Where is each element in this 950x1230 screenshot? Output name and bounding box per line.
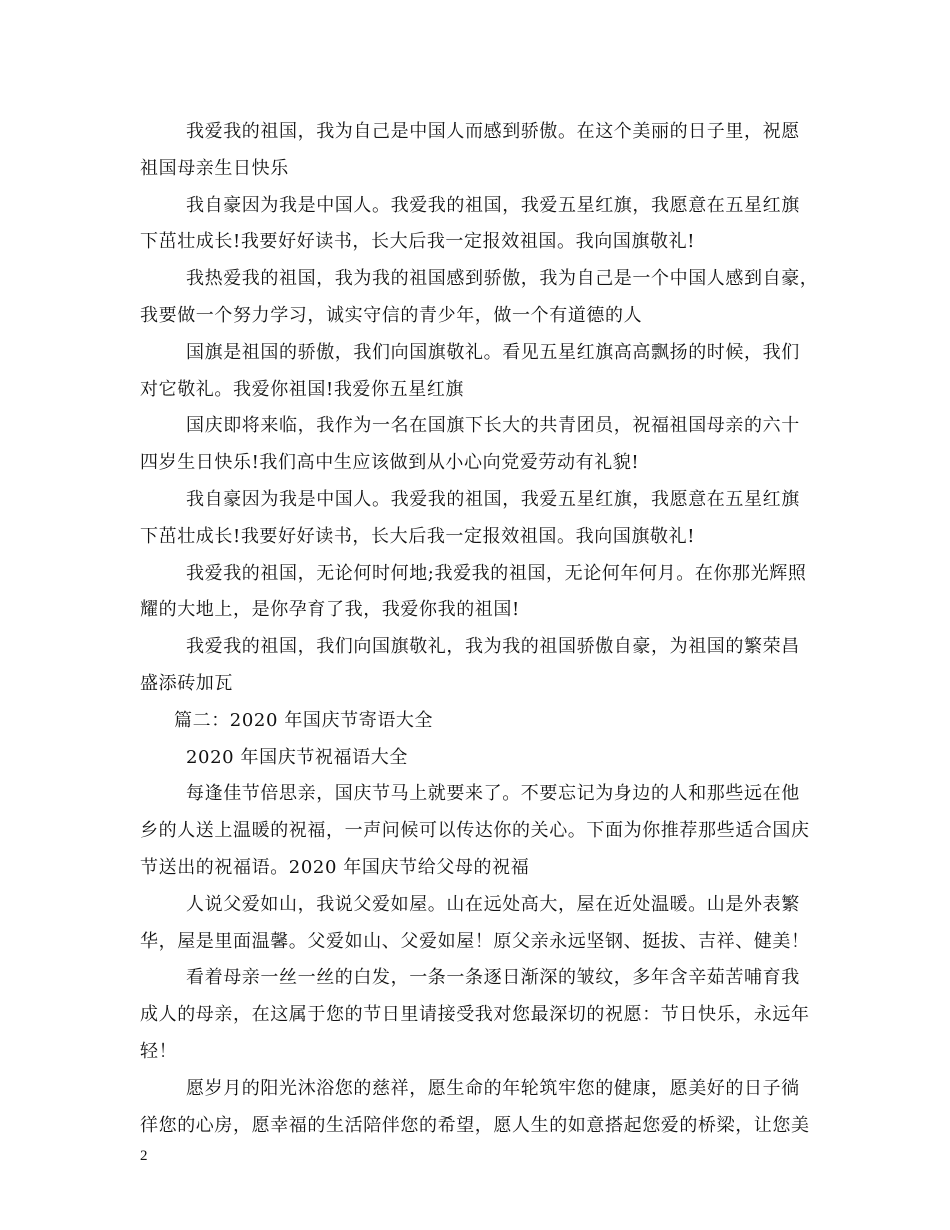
text-line: 人说父爱如山，我说父爱如屋。山在远处高大，屋在近处温暖。山是外表繁 xyxy=(186,893,800,915)
text-line: 愿岁月的阳光沐浴您的慈祥，愿生命的年轮筑牢您的健康，愿美好的日子徜 xyxy=(186,1077,800,1099)
text-line: 耀的大地上，是你孕育了我，我爱你我的祖国! xyxy=(140,599,520,621)
text-line: 国旗是祖国的骄傲，我们向国旗敬礼。看见五星红旗高高飘扬的时候，我们 xyxy=(186,341,800,363)
text-line: 我自豪因为我是中国人。我爱我的祖国，我爱五星红旗，我愿意在五星红旗 xyxy=(186,488,800,510)
text-line: 我爱我的祖国，我们向国旗敬礼，我为我的祖国骄傲自豪，为祖国的繁荣昌 xyxy=(186,636,800,658)
text-line: 对它敬礼。我爱你祖国!我爱你五星红旗 xyxy=(140,378,465,400)
text-line: 看着母亲一丝一丝的白发，一条一条逐日渐深的皱纹，多年含辛茹苦哺育我 xyxy=(186,967,800,989)
text-line: 盛添砖加瓦 xyxy=(140,672,233,694)
text-line: 我热爱我的祖国，我为我的祖国感到骄傲，我为自己是一个中国人感到自豪， xyxy=(186,268,819,290)
text-line: 我爱我的祖国，我为自己是中国人而感到骄傲。在这个美丽的日子里，祝愿 xyxy=(186,121,800,142)
text-line: 乡的人送上温暖的祝福，一声问候可以传达你的关心。下面为你推荐那些适合国庆 xyxy=(140,820,810,842)
text-line: 祖国母亲生日快乐 xyxy=(140,157,289,179)
text-line: 下茁壮成长!我要好好读书，长大后我一定报效祖国。我向国旗敬礼! xyxy=(140,525,696,547)
document-body xyxy=(140,114,820,1144)
text-line: 轻！ xyxy=(140,1040,178,1062)
text-line: 我爱我的祖国，无论何时何地;我爱我的祖国，无论何年何月。在你那光辉照 xyxy=(186,562,807,584)
page-number: 2 xyxy=(140,1148,148,1164)
text-line: 每逢佳节倍思亲，国庆节马上就要来了。不要忘记为身边的人和那些远在他 xyxy=(186,783,800,805)
text-line: 我要做一个努力学习，诚实守信的青少年，做一个有道德的人 xyxy=(140,304,643,326)
text-line: 我自豪因为我是中国人。我爱我的祖国，我爱五星红旗，我愿意在五星红旗 xyxy=(186,194,800,216)
text-line: 四岁生日快乐!我们高中生应该做到从小心向党爱劳动有礼貌! xyxy=(140,452,640,474)
text-line: 成人的母亲，在这属于您的节日里请接受我对您最深切的祝愿：节日快乐，永远年 xyxy=(140,1004,810,1026)
subheading: 2020 年国庆节祝福语大全 xyxy=(186,746,408,768)
text-line: 下茁壮成长!我要好好读书，长大后我一定报效祖国。我向国旗敬礼! xyxy=(140,231,696,253)
text-line: 华，屋是里面温馨。父爱如山、父爱如屋！原父亲永远坚钢、挺拔、吉祥、健美！ xyxy=(140,930,810,952)
text-line: 国庆即将来临，我作为一名在国旗下长大的共青团员，祝福祖国母亲的六十 xyxy=(186,415,800,437)
text-line: 徉您的心房，愿幸福的生活陪伴您的希望，愿人生的如意搭起您爱的桥梁，让您美 xyxy=(140,1114,810,1136)
text-line: 节送出的祝福语。2020 年国庆节给父母的祝福 xyxy=(140,856,530,878)
section-heading: 篇二：2020 年国庆节寄语大全 xyxy=(174,709,434,731)
